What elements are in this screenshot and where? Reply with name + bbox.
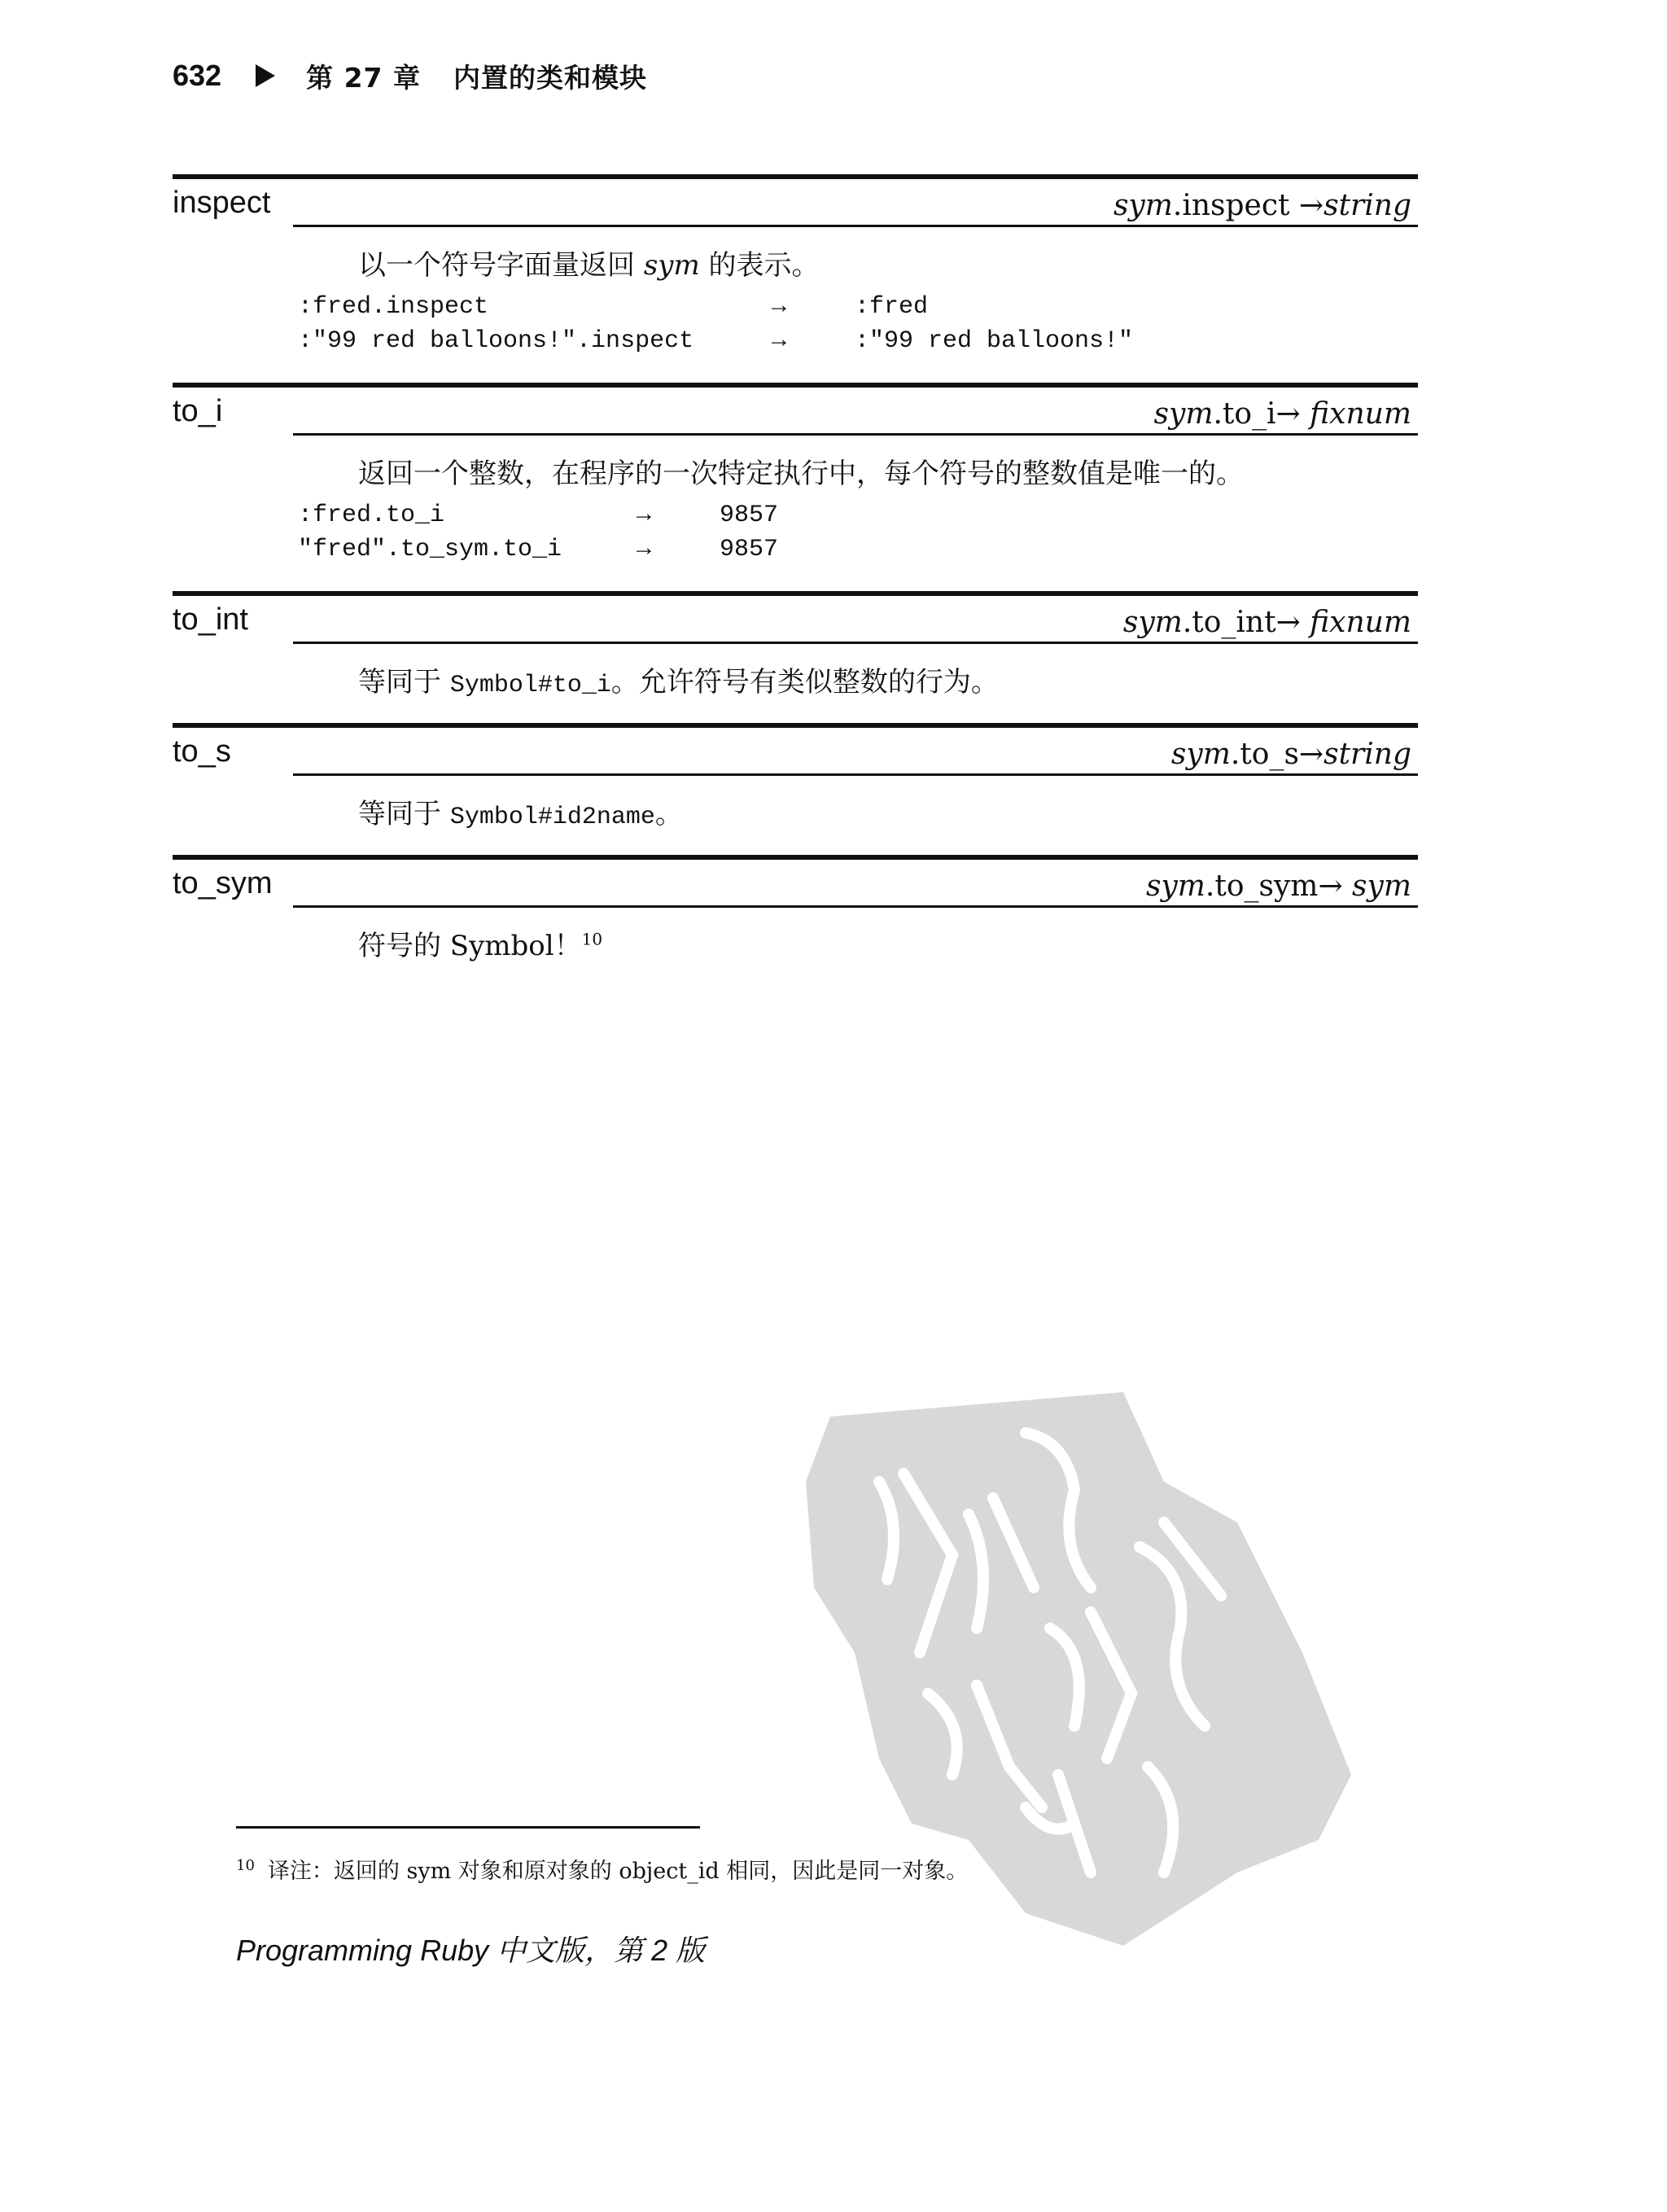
- signature-rule: [293, 433, 1418, 436]
- signature-rule: [293, 773, 1418, 776]
- footnote: [236, 1853, 968, 1885]
- chapter-number: 第 27 章: [306, 61, 421, 94]
- method-signature: sym.inspect →string: [1113, 189, 1411, 222]
- example-result: 9857: [720, 536, 779, 563]
- entry-top-rule: [173, 383, 1418, 388]
- method-entry-to-int: [173, 591, 1418, 713]
- method-entry-to-s: [173, 723, 1418, 845]
- signature-rule: [293, 642, 1418, 644]
- example-code: :fred.inspect: [298, 293, 489, 321]
- example-arrow: →: [772, 293, 787, 321]
- method-name: to_s: [173, 734, 231, 769]
- method-entry-to-i: [173, 383, 1418, 578]
- entry-top-rule: [173, 723, 1418, 728]
- method-signature: sym.to_sym→ sym: [1145, 869, 1411, 903]
- header-triangle-icon: [256, 64, 275, 87]
- footnote-text: 译注：返回的 sym 对象和原对象的 object_id 相同，因此是同一对象。: [267, 1859, 969, 1884]
- method-name: inspect: [173, 186, 271, 220]
- method-signature: sym.to_int→ fixnum: [1122, 606, 1411, 639]
- footnote-ref[interactable]: 10: [581, 929, 603, 949]
- example-result: 9857: [720, 502, 779, 529]
- signature-rule: [293, 225, 1418, 227]
- entry-top-rule: [173, 855, 1418, 860]
- method-entry-inspect: [173, 174, 1418, 370]
- method-name: to_int: [173, 602, 248, 637]
- footnote-number: 10: [236, 1857, 255, 1874]
- method-description: 以一个符号字面量返回 sym 的表示。: [358, 249, 820, 282]
- method-description: 返回一个整数，在程序的一次特定执行中，每个符号的整数值是唯一的。: [358, 458, 1244, 490]
- method-entry-to-sym: [173, 855, 1418, 977]
- example-arrow: →: [772, 327, 787, 355]
- example-code: :fred.to_i: [298, 502, 445, 529]
- page-number: 632: [173, 59, 222, 92]
- example-code: :"99 red balloons!".inspect: [298, 327, 694, 355]
- method-name: to_i: [173, 394, 223, 428]
- running-header: [173, 55, 647, 96]
- method-name: to_sym: [173, 866, 273, 900]
- method-description: 等同于 Symbol#to_i。允许符号有类似整数的行为。: [358, 666, 999, 699]
- method-description: 符号的 Symbol！$^{10}$: [358, 929, 603, 962]
- footnote-rule: [236, 1826, 700, 1829]
- example-result: :fred: [855, 293, 929, 321]
- method-description: 等同于 Symbol#id2name。: [358, 798, 683, 831]
- example-result: :"99 red balloons!": [855, 327, 1134, 355]
- example-code: "fred".to_sym.to_i: [298, 536, 562, 563]
- method-signature: sym.to_s→string: [1170, 738, 1411, 771]
- entry-top-rule: [173, 174, 1418, 179]
- signature-rule: [293, 905, 1418, 908]
- example-arrow: →: [637, 502, 652, 529]
- book-footer: Programming Ruby 中文版，第 2 版: [236, 1934, 706, 1967]
- example-arrow: →: [637, 536, 652, 563]
- method-signature: sym.to_i→ fixnum: [1153, 397, 1411, 431]
- chapter-title: 内置的类和模块: [453, 61, 647, 94]
- entry-top-rule: [173, 591, 1418, 596]
